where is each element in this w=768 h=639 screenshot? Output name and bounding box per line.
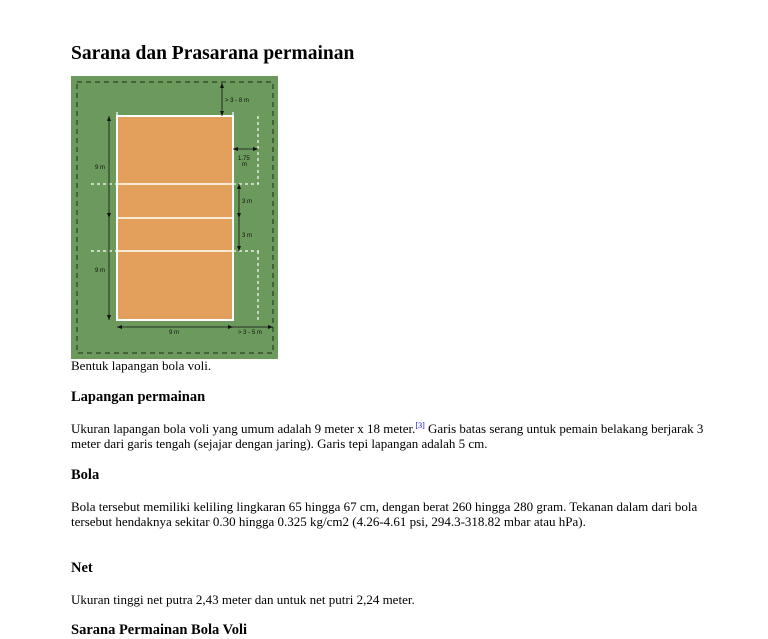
paragraph-lapangan-text-1: Ukuran lapangan bola voli yang umum adalah 9 meter x 18 meter. <box>71 421 416 436</box>
court-width-label: 9 m <box>169 330 180 336</box>
heading-lapangan: Lapangan permainan <box>71 389 206 405</box>
top-clearance-label: > 3 - 8 m <box>225 98 249 104</box>
figure-caption: Bentuk lapangan bola voli. <box>71 358 212 373</box>
half-length-label-top: 9 m <box>95 165 106 171</box>
free-zone-width-unit: m <box>242 162 247 168</box>
attack-zone-label-2: 3 m <box>242 233 253 239</box>
attack-zone-label-1: 3 m <box>242 199 253 205</box>
heading-sarana: Sarana Permainan Bola Voli <box>71 622 248 638</box>
side-clearance-label: > 3 - 5 m <box>238 330 262 336</box>
paragraph-lapangan-text-2: Garis batas serang untuk pemain belakang berjarak 3 meter dari garis tengah (sejajar dengan jaring). Garis tepi lapangan adalah 5 cm. <box>71 421 704 451</box>
paragraph-lapangan <box>71 421 707 451</box>
volleyball-court-figure <box>71 76 278 359</box>
paragraph-bola: Bola tersebut memiliki keliling lingkaran 65 hingga 67 cm, dengan berat 260 hingga 280 gram. Tekanan dalam dari bola tersebut hendaknya sekitar 0.30 hingga 0.325 kg/cm2 (4.26-4.61 psi, 294.3-318.82 mbar atau hPa). <box>71 499 698 529</box>
page-title: Sarana dan Prasarana permainan <box>71 43 355 64</box>
reference-link[interactable]: [3] <box>415 421 425 430</box>
heading-net: Net <box>71 560 93 576</box>
half-length-label-bottom: 9 m <box>95 268 106 274</box>
volleyball-court-diagram <box>71 76 278 359</box>
heading-bola: Bola <box>71 467 100 483</box>
paragraph-net: Ukuran tinggi net putra 2,43 meter dan untuk net putri 2,24 meter. <box>71 592 415 607</box>
free-zone-width-label: 1.75 <box>238 156 250 162</box>
